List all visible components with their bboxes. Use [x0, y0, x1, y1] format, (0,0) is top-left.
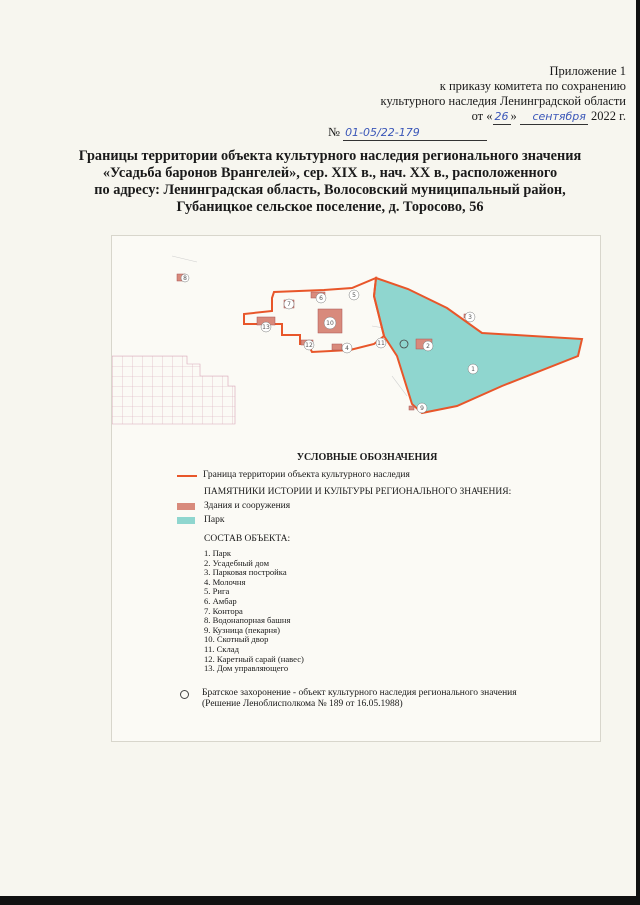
list-item: 13. Дом управляющего: [204, 663, 289, 674]
date-line: от « 26 » сентября 2022 г.: [471, 109, 626, 123]
appendix-label: Приложение 1: [549, 64, 626, 78]
date-year: 2022 г.: [591, 109, 626, 123]
committee-line: культурного наследия Ленинградской области: [380, 94, 626, 108]
label-2: 2: [426, 343, 430, 350]
number-line: № 01-05/22-179: [296, 125, 626, 141]
date-month: сентября: [520, 109, 588, 125]
list-item: 12. Каретный сарай (навес): [204, 653, 304, 664]
list-item: 3. Парковая постройка: [204, 567, 287, 578]
label-10: 10: [326, 320, 334, 327]
legend-grave: Братское захоронение - объект культурного наследия регионального значения (Решение Леноблисполкома № 189 от 16.05.1988): [177, 688, 577, 710]
boundary-line: [244, 278, 384, 352]
list-item: 8. Водонапорная башня: [204, 615, 291, 626]
label-6: 6: [319, 295, 323, 302]
monuments-heading: ПАМЯТНИКИ ИСТОРИИ И КУЛЬТУРЫ РЕГИОНАЛЬНОГО ЗНАЧЕНИЯ:: [204, 487, 512, 497]
composition-list: [177, 549, 577, 674]
list-item: 9. Кузница (пекарня): [204, 624, 280, 635]
boundary-swatch: [177, 475, 197, 477]
label-12: 12: [305, 342, 313, 349]
order-line: к приказу комитета по сохранению: [439, 79, 626, 93]
label-9: 9: [420, 405, 424, 412]
land-grid: [112, 356, 235, 424]
site-map: [112, 236, 600, 451]
document-title: Границы территории объекта культурного наследия регионального значения «Усадьба баронов Врангелей», сер. XIX в., нач. XX в., расположенного по адресу: Ленинградская область, Волосовский муниципальный район, Губаницкое сельское поселение, д. Торосово, 56: [78, 148, 582, 215]
date-day: 26: [494, 110, 509, 123]
label-5: 5: [352, 292, 356, 299]
label-8: 8: [183, 275, 187, 282]
list-item: 10. Скотный двор: [204, 634, 269, 645]
label-11: 11: [377, 340, 385, 347]
order-number: 01-05/22-179: [343, 125, 487, 141]
composition-heading: СОСТАВ ОБЪЕКТА:: [204, 534, 291, 544]
appendix-header: [296, 64, 626, 141]
legend-buildings: Здания и сооружения: [177, 501, 577, 512]
label-4: 4: [345, 345, 349, 352]
list-item: 6. Амбар: [204, 595, 237, 606]
list-item: 1. Парк: [204, 548, 232, 558]
park-swatch: [177, 517, 195, 524]
label-1: 1: [471, 366, 475, 373]
label-13: 13: [262, 324, 270, 331]
legend-park: Парк: [177, 515, 577, 526]
list-item: 11. Склад: [204, 643, 239, 654]
label-3: 3: [468, 314, 472, 321]
legend-boundary: Граница территории объекта культурного наследия: [177, 470, 577, 481]
park-area: [374, 278, 582, 413]
list-item: 5. Рига: [204, 586, 230, 597]
legend-title: УСЛОВНЫЕ ОБОЗНАЧЕНИЯ: [296, 452, 438, 463]
label-7: 7: [287, 301, 291, 308]
list-item: 7. Контора: [204, 605, 243, 616]
legend: [177, 452, 577, 710]
list-item: 4. Молочня: [204, 576, 246, 587]
grave-icon: [180, 690, 189, 699]
scan-edge-right: [636, 0, 640, 905]
scan-edge-bottom: [0, 896, 640, 905]
building-swatch: [177, 503, 195, 510]
list-item: 2. Усадебный дом: [204, 557, 270, 568]
